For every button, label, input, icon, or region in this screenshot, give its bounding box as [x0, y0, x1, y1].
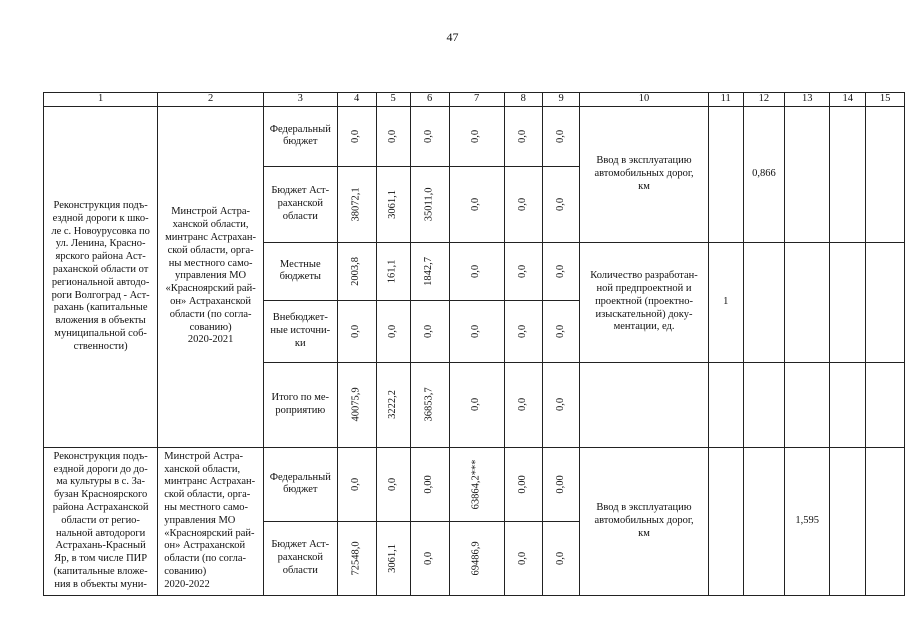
- value-cell: 0,0: [542, 242, 579, 300]
- value-cell: 36853,7: [410, 362, 449, 447]
- col-header: 8: [504, 93, 542, 107]
- indicator-cell: Количество разработан- ной предпроектной и проектной (проектно- изыскательной) доку- ментации, ед.: [580, 242, 709, 362]
- funding-source: Внебюджет- ные источни- ки: [263, 300, 337, 362]
- col-header: 12: [743, 93, 784, 107]
- indicator-col15: [866, 106, 905, 242]
- value-cell: 0,0: [376, 106, 410, 166]
- indicator-col12: [743, 242, 784, 362]
- col-header: 14: [830, 93, 866, 107]
- funding-source: Итого по ме- роприятию: [263, 362, 337, 447]
- col-header: 9: [542, 93, 579, 107]
- value-cell: 0,0: [542, 166, 579, 242]
- indicator-col14: [830, 362, 866, 447]
- funding-source: Местные бюджеты: [263, 242, 337, 300]
- value-cell: 0,0: [410, 521, 449, 595]
- indicator-cell: Ввод в эксплуатацию автомобильных дорог, км: [580, 106, 709, 242]
- value-cell: 0,0: [449, 166, 504, 242]
- value-cell: 0,0: [449, 106, 504, 166]
- value-cell: 0,0: [542, 521, 579, 595]
- col-header: 1: [44, 93, 158, 107]
- executor-cell: Минстрой Астра- ханской области, минтранс Астрахан- ской области, орга- ны местного само- управления МО «Красноярский рай- он» Астраханской области (по согла- сованию) 2020-2021: [158, 106, 264, 447]
- value-cell: 0,00: [504, 447, 542, 521]
- value-cell: 3061,1: [376, 521, 410, 595]
- value-cell: 0,0: [337, 447, 376, 521]
- indicator-col13: [785, 362, 830, 447]
- col-header: 10: [580, 93, 709, 107]
- value-cell: 35011,0: [410, 166, 449, 242]
- executor-cell: Минстрой Астра- ханской области, минтранс Астрахан- ской области, орга- ны местного само- управления МО «Красноярский рай- он» Астраханской области (по согла- сованию) 2020-2022: [158, 447, 264, 595]
- value-cell: 72548,0: [337, 521, 376, 595]
- value-cell: 0,00: [410, 447, 449, 521]
- value-cell: 0,0: [542, 106, 579, 166]
- col-header: 7: [449, 93, 504, 107]
- value-cell: 0,0: [337, 106, 376, 166]
- value-cell: 0,0: [376, 447, 410, 521]
- value-cell: 0,00: [542, 447, 579, 521]
- indicator-col14: [830, 242, 866, 362]
- measure-name: Реконструкция подъ- ездной дороги к шко- ле с. Новоурусовка по ул. Ленина, Красно- ярского района Аст- раханской области от региональной автодо- роги Волгоград - Аст- рахань (капитальные вложения в объекты муниципальной соб- ственности): [44, 106, 158, 447]
- table-row: [44, 447, 905, 521]
- value-cell: 1842,7: [410, 242, 449, 300]
- value-cell: 0,0: [504, 242, 542, 300]
- table-row: [44, 106, 905, 166]
- indicator-cell: [580, 362, 709, 447]
- value-cell: 0,0: [504, 300, 542, 362]
- value-cell: 161,1: [376, 242, 410, 300]
- funding-source: Федеральный бюджет: [263, 106, 337, 166]
- value-cell: 0,0: [376, 300, 410, 362]
- indicator-col11: [708, 362, 743, 447]
- value-cell: 0,0: [337, 300, 376, 362]
- col-header: 11: [708, 93, 743, 107]
- program-table: [43, 92, 905, 596]
- col-header: 15: [866, 93, 905, 107]
- indicator-value: 0,866: [743, 106, 784, 242]
- indicator-col12: [743, 362, 784, 447]
- col-header: 13: [785, 93, 830, 107]
- indicator-col15: [866, 362, 905, 447]
- value-cell: 69486,9: [449, 521, 504, 595]
- value-cell: 38072,1: [337, 166, 376, 242]
- indicator-value: 1: [708, 242, 743, 362]
- value-cell: 3061,1: [376, 166, 410, 242]
- indicator-cell: Ввод в эксплуатацию автомобильных дорог, км: [580, 447, 709, 595]
- value-cell: 0,0: [504, 521, 542, 595]
- indicator-col14: [830, 447, 866, 595]
- page-number: 47: [446, 30, 459, 44]
- value-cell: 40075,9: [337, 362, 376, 447]
- value-cell: 0,0: [449, 242, 504, 300]
- indicator-col14: [830, 106, 866, 242]
- indicator-col12: [743, 447, 784, 595]
- value-cell: 0,0: [449, 362, 504, 447]
- col-header: 4: [337, 93, 376, 107]
- col-header: 2: [158, 93, 264, 107]
- indicator-value: 1,595: [785, 447, 830, 595]
- value-cell: 0,0: [504, 106, 542, 166]
- funding-source: Бюджет Аст- раханской области: [263, 166, 337, 242]
- indicator-col13: [785, 106, 830, 242]
- value-cell: 0,0: [542, 362, 579, 447]
- indicator-col13: [785, 242, 830, 362]
- value-cell: 63864,2***: [449, 447, 504, 521]
- value-cell: 0,0: [542, 300, 579, 362]
- indicator-col11: [708, 447, 743, 595]
- indicator-col15: [866, 242, 905, 362]
- value-cell: 0,0: [504, 362, 542, 447]
- value-cell: 0,0: [449, 300, 504, 362]
- funding-source: Федеральный бюджет: [263, 447, 337, 521]
- value-cell: 0,0: [410, 300, 449, 362]
- measure-name: Реконструкция подъ- ездной дороги до до- ма культуры в с. За- бузан Красноярского района Астраханской области от регио- нальной автодороги Астрахань-Красный Яр, в том числе ПИР (капитальные вложе- ния в объекты муни-: [44, 447, 158, 595]
- value-cell: 0,0: [410, 106, 449, 166]
- indicator-col11: [708, 106, 743, 242]
- value-cell: 3222,2: [376, 362, 410, 447]
- value-cell: 2003,8: [337, 242, 376, 300]
- indicator-col15: [866, 447, 905, 595]
- col-header: 6: [410, 93, 449, 107]
- funding-source: Бюджет Аст- раханской области: [263, 521, 337, 595]
- value-cell: 0,0: [504, 166, 542, 242]
- col-header: 5: [376, 93, 410, 107]
- header-row: [44, 93, 905, 107]
- col-header: 3: [263, 93, 337, 107]
